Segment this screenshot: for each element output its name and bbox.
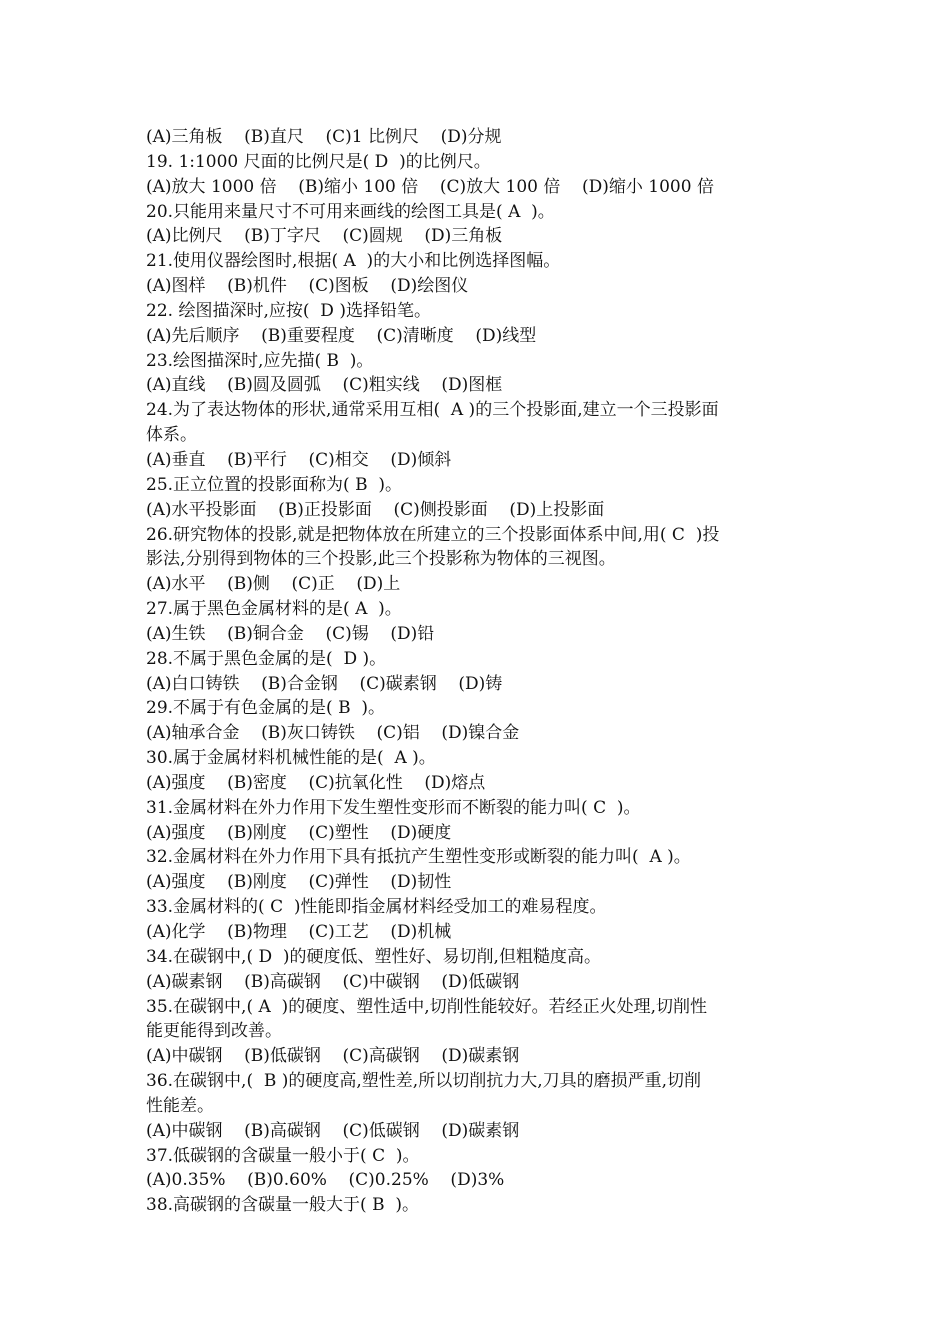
options-line: (A)生铁 (B)铜合金 (C)锡 (D)铅 bbox=[146, 623, 435, 644]
options-line: (A)轴承合金 (B)灰口铸铁 (C)铝 (D)镍合金 bbox=[146, 723, 520, 744]
question-line: 30.属于金属材料机械性能的是( A )。 bbox=[146, 748, 436, 769]
options-line: (A)中碳钢 (B)低碳钢 (C)高碳钢 (D)碳素钢 bbox=[146, 1046, 520, 1067]
options-line: (A)水平投影面 (B)正投影面 (C)侧投影面 (D)上投影面 bbox=[146, 499, 605, 520]
question-line: 34.在碳钢中,( D )的硬度低、塑性好、易切削,但粗糙度高。 bbox=[146, 946, 601, 967]
options-line: (A)放大 1000 倍 (B)缩小 100 倍 (C)放大 100 倍 (D)缩小 1000 倍 bbox=[146, 176, 714, 197]
question-line: 31.金属材料在外力作用下发生塑性变形而不断裂的能力叫( C )。 bbox=[146, 797, 641, 818]
options-line: (A)白口铸铁 (B)合金钢 (C)碳素钢 (D)铸 bbox=[146, 673, 503, 694]
options-line: (A)先后顺序 (B)重要程度 (C)清晰度 (D)线型 bbox=[146, 325, 537, 346]
options-line: (A)比例尺 (B)丁字尺 (C)圆规 (D)三角板 bbox=[146, 226, 503, 247]
text-line: (A)三角板 (B)直尺 (C)1 比例尺 (D)分规 bbox=[146, 127, 502, 147]
options-line: (A)碳素钢 (B)高碳钢 (C)中碳钢 (D)低碳钢 bbox=[146, 971, 520, 992]
question-line: 35.在碳钢中,( A )的硬度、塑性适中,切削性能较好。若经正火处理,切削性 bbox=[146, 996, 707, 1017]
question-line: 19. 1:1000 尺面的比例尺是( D )的比例尺。 bbox=[146, 151, 491, 172]
question-line: 33.金属材料的( C )性能即指金属材料经受加工的难易程度。 bbox=[146, 897, 607, 918]
question-line: 37.低碳钢的含碳量一般小于( C )。 bbox=[146, 1145, 420, 1166]
question-line: 22. 绘图描深时,应按( D )选择铅笔。 bbox=[146, 300, 431, 321]
question-line: 38.高碳钢的含碳量一般大于( B )。 bbox=[146, 1195, 420, 1216]
options-line: (A)强度 (B)刚度 (C)塑性 (D)硬度 bbox=[146, 822, 452, 843]
question-line: 26.研究物体的投影,就是把物体放在所建立的三个投影面体系中间,用( C )投 bbox=[146, 524, 720, 545]
options-line: (A)0.35% (B)0.60% (C)0.25% (D)3% bbox=[146, 1170, 505, 1191]
options-line: (A)强度 (B)刚度 (C)弹性 (D)韧性 bbox=[146, 872, 452, 893]
question-line: 能更能得到改善。 bbox=[146, 1021, 282, 1042]
question-line: 23.绘图描深时,应先描( B )。 bbox=[146, 350, 374, 371]
question-line: 21.使用仪器绘图时,根据( A )的大小和比例选择图幅。 bbox=[146, 251, 561, 272]
question-line: 性能差。 bbox=[146, 1095, 214, 1116]
question-line: 体系。 bbox=[146, 425, 197, 446]
options-line: (A)垂直 (B)平行 (C)相交 (D)倾斜 bbox=[146, 449, 452, 470]
question-line: 29.不属于有色金属的是( B )。 bbox=[146, 698, 386, 719]
question-line: 影法,分别得到物体的三个投影,此三个投影称为物体的三视图。 bbox=[146, 549, 616, 570]
question-line: 28.不属于黑色金属的是( D )。 bbox=[146, 648, 387, 669]
options-line: (A)图样 (B)机件 (C)图板 (D)绘图仪 bbox=[146, 276, 469, 297]
document-page bbox=[146, 125, 826, 1218]
question-line: 36.在碳钢中,( B )的硬度高,塑性差,所以切削抗力大,刀具的磨损严重,切削 bbox=[146, 1071, 702, 1092]
options-line: (A)直线 (B)圆及圆弧 (C)粗实线 (D)图框 bbox=[146, 375, 503, 396]
question-line: 27.属于黑色金属材料的是( A )。 bbox=[146, 599, 402, 620]
question-line: 24.为了表达物体的形状,通常采用互相( A )的三个投影面,建立一个三投影面 bbox=[146, 400, 719, 421]
question-line: 32.金属材料在外力作用下具有抵抗产生塑性变形或断裂的能力叫( A )。 bbox=[146, 847, 691, 868]
question-line: 25.正立位置的投影面称为( B )。 bbox=[146, 474, 403, 495]
options-line: (A)强度 (B)密度 (C)抗氧化性 (D)熔点 bbox=[146, 772, 486, 793]
question-line: 20.只能用来量尺寸不可用来画线的绘图工具是( A )。 bbox=[146, 201, 555, 222]
options-line: (A)化学 (B)物理 (C)工艺 (D)机械 bbox=[146, 922, 452, 942]
options-line: (A)水平 (B)侧 (C)正 (D)上 bbox=[146, 574, 401, 595]
options-line: (A)中碳钢 (B)高碳钢 (C)低碳钢 (D)碳素钢 bbox=[146, 1120, 520, 1141]
